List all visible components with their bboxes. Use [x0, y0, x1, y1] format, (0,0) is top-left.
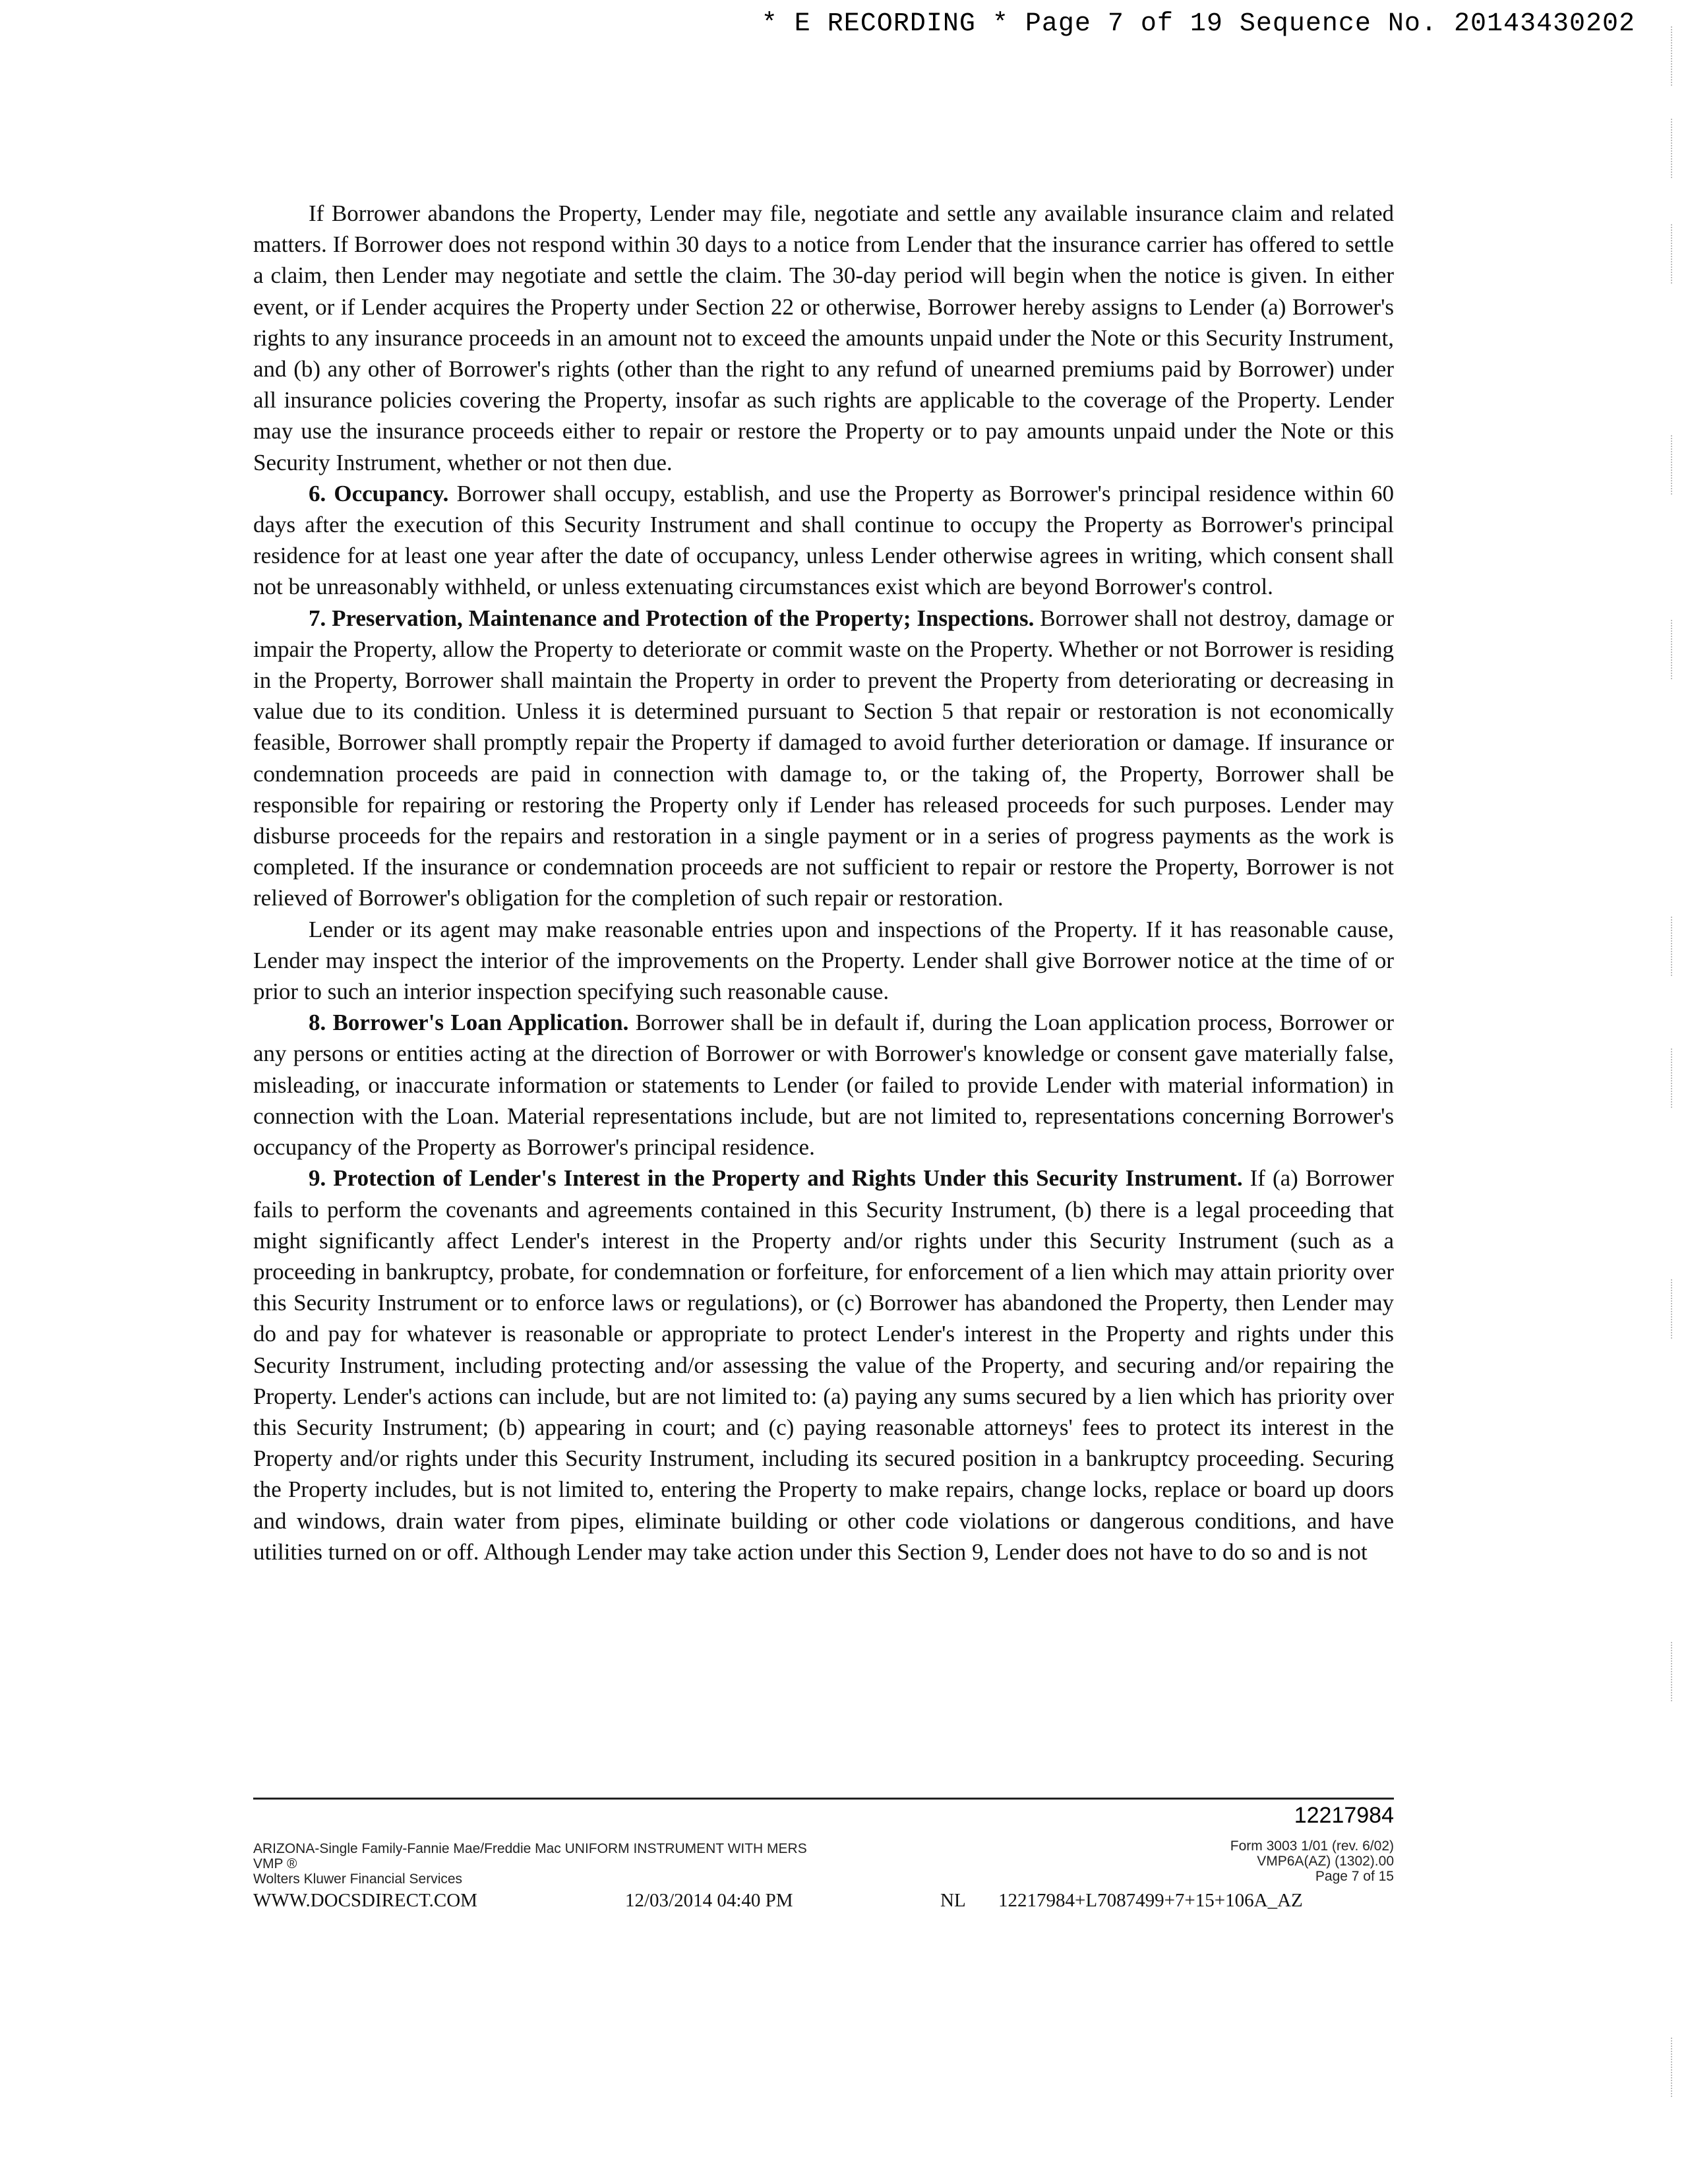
section-7-preservation — [253, 603, 1394, 914]
footer-print-line — [253, 1890, 1394, 1916]
paragraph-insurance-abandonment: If Borrower abandons the Property, Lender may file, negotiate and settle any available insurance claim and related matters. If Borrower does not respond within 30 days to a notice from Lender that the insurance carrier has offered to settle a claim, then Lender may negotiate and settle the claim. The 30-day period will begin when the notice is given. In either event, or if Lender acquires the Property under Section 22 or otherwise, Borrower hereby assigns to Lender (a) Borrower's rights to any insurance proceeds in an amount not to exceed the amounts unpaid under the Note or this Security Instrument, and (b) any other of Borrower's rights (other than the right to any refund of unearned premiums paid by Borrower) under all insurance policies covering the Property, insofar as such rights are applicable to the coverage of the Property. Lender may use the insurance proceeds either to repair or restore the Property or to pay amounts unpaid under the Note or this Security Instrument, whether or not then due. — [253, 200, 1394, 475]
footer-vmp-code: VMP6A(AZ) (1302).00 — [1257, 1854, 1394, 1869]
footer-form-title: ARIZONA-Single Family-Fannie Mae/Freddie Mac UNIFORM INSTRUMENT WITH MERS — [253, 1841, 807, 1856]
footer-doc-code: 12217984+L7087499+7+15+106A_AZ — [998, 1890, 1303, 1911]
section-8-heading: 8. Borrower's Loan Application. — [309, 1010, 629, 1036]
section-7-heading: 7. Preservation, Maintenance and Protection of the Property; Inspections. — [309, 605, 1035, 631]
footer-document-number: 12217984 — [1294, 1803, 1394, 1828]
margin-scan-marks — [1671, 26, 1673, 2137]
section-7-inspections-paragraph: Lender or its agent may make reasonable entries upon and inspections of the Property. If it has reasonable cause, Lender may inspect the interior of the improvements on the Property. Lender shall give Borrower notice at the time of or prior to such an interior inspection specifying such reasonable cause. — [253, 916, 1394, 1005]
footer-website: WWW.DOCSDIRECT.COM — [253, 1890, 477, 1911]
recording-header: * E RECORDING * Page 7 of 19 Sequence No. 20143430202 — [761, 9, 1635, 39]
footer-datetime: 12/03/2014 04:40 PM — [625, 1890, 793, 1911]
document-body — [253, 198, 1394, 1567]
section-8-loan-application — [253, 1007, 1394, 1163]
section-9-protection — [253, 1163, 1394, 1567]
footer-publisher: Wolters Kluwer Financial Services — [253, 1871, 463, 1887]
section-6-heading: 6. Occupancy. — [309, 480, 449, 506]
footer-divider — [253, 1798, 1394, 1800]
section-8-text: Borrower shall be in default if, during the Loan application process, Borrower or any persons or entities acting at the direction of Borrower or with Borrower's knowledge or consent gave materially false, misleading, or inaccurate information or statements to Lender (or failed to provide Lender with material information) in connection with the Loan. Material representations include, but are not limited to, representations concerning Borrower's occupancy of the Property as Borrower's principal residence. — [253, 1010, 1394, 1161]
section-6-occupancy — [253, 478, 1394, 603]
footer-form-info — [253, 1841, 807, 1887]
footer-form-number: Form 3003 1/01 (rev. 6/02) — [1230, 1838, 1394, 1854]
footer-page-number: Page 7 of 15 — [1315, 1869, 1394, 1884]
footer-initials: NL — [940, 1890, 966, 1911]
section-7-text: Borrower shall not destroy, damage or impair the Property, allow the Property to deteriorate or commit waste on the Property. Whether or not Borrower is residing in the Property, Borrower shall maintain the Property in order to prevent the Property from deteriorating or decreasing in value due to its condition. Unless it is determined pursuant to Section 5 that repair or restoration is not economically feasible, Borrower shall promptly repair the Property if damaged to avoid further deterioration or damage. If insurance or condemnation proceeds are paid in connection with damage to, or the taking of, the Property, Borrower shall be responsible for repairing or restoring the Property only if Lender has released proceeds for such purposes. Lender may disburse proceeds for the repairs and restoration in a single payment or in a series of progress payments as the work is completed. If the insurance or condemnation proceeds are not sufficient to repair or restore the Property, Borrower is not relieved of Borrower's obligation for the completion of such repair or restoration. — [253, 605, 1394, 911]
section-9-text: If (a) Borrower fails to perform the covenants and agreements contained in this Security Instrument, (b) there is a legal proceeding that might significantly affect Lender's interest in the Property and/or rights under this Security Instrument (such as a proceeding in bankruptcy, probate, for condemnation or forfeiture, for enforcement of a lien which may attain priority over this Security Instrument or to enforce laws or regulations), or (c) Borrower has abandoned the Property, then Lender may do and pay for whatever is reasonable or appropriate to protect Lender's interest in the Property and rights under this Security Instrument, including protecting and/or assessing the value of the Property, and securing and/or repairing the Property. Lender's actions can include, but are not limited to: (a) paying any sums secured by a lien which has priority over this Security Instrument; (b) appearing in court; and (c) paying reasonable attorneys' fees to protect its interest in the Property and/or rights under this Security Instrument, including its secured position in a bankruptcy proceeding. Securing the Property includes, but is not limited to, entering the Property to make repairs, change locks, replace or board up doors and windows, drain water from pipes, eliminate building or other code violations or dangerous conditions, and have utilities turned on or off. Although Lender may take action under this Section 9, Lender does not have to do so and is not — [253, 1165, 1395, 1565]
footer-vmp: VMP ® — [253, 1856, 297, 1871]
section-6-text: Borrower shall occupy, establish, and use the Property as Borrower's principal residence within 60 days after the execution of this Security Instrument and shall continue to occupy the Property as Borrower's principal residence for at least one year after the date of occupancy, unless Lender otherwise agrees in writing, which consent shall not be unreasonably withheld, or unless extenuating circumstances exist which are beyond Borrower's control. — [253, 480, 1394, 600]
section-9-heading: 9. Protection of Lender's Interest in the Property and Rights Under this Security Instrument. — [309, 1165, 1243, 1192]
footer-form-number-block — [1230, 1838, 1394, 1884]
